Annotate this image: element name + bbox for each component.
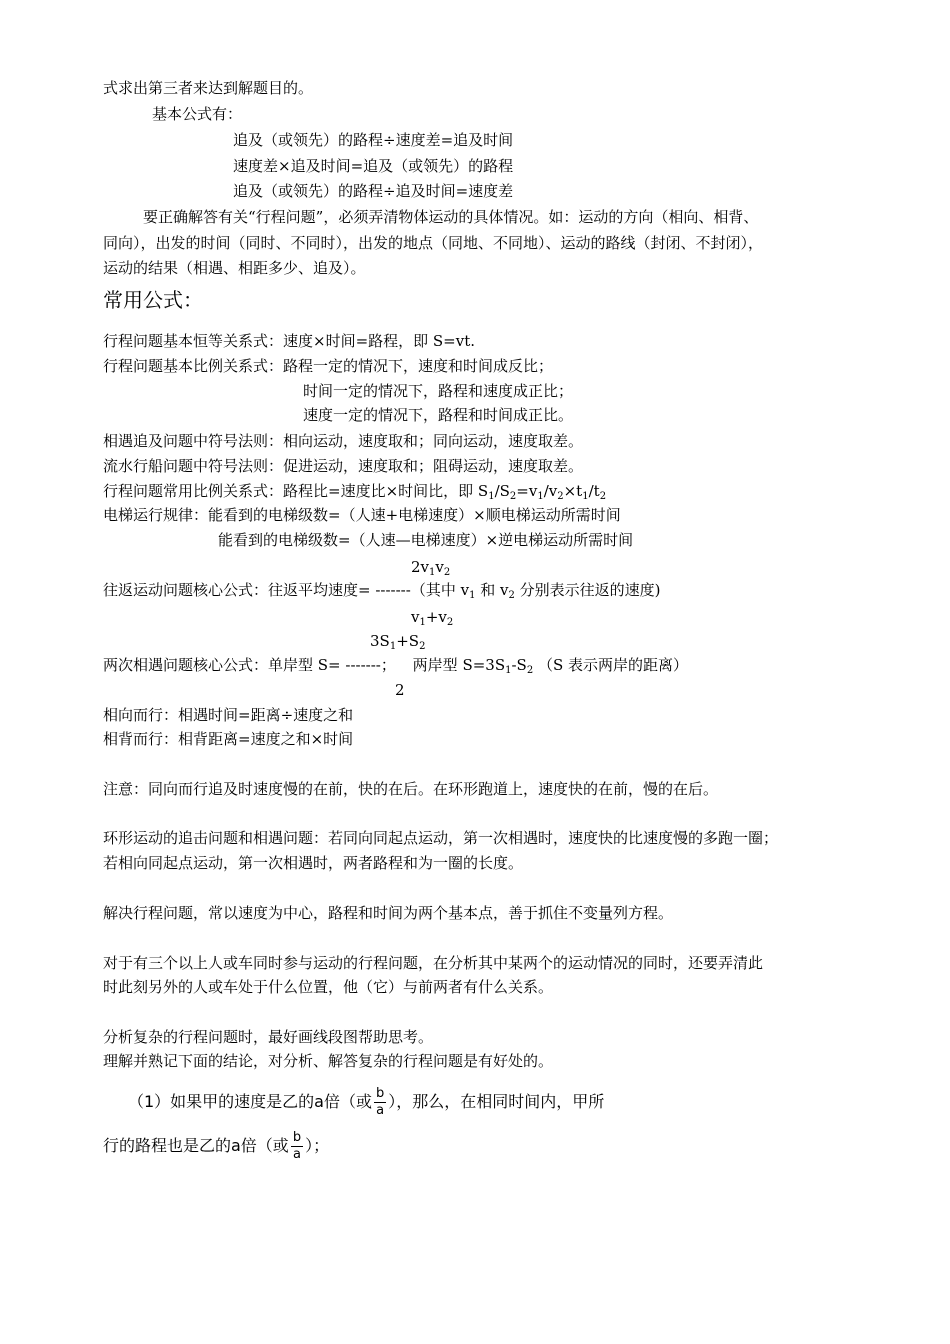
formula-line: 流水行船问题中符号法则：促进运动，速度取和；阻碍运动，速度取差。 [103, 457, 584, 475]
denominator-v1-plus-v2: $v_1+v_2$ [411, 608, 454, 628]
conclusion-line-1 [128, 1086, 604, 1119]
round-trip-tail: 分别表示往返的速度) [519, 581, 661, 599]
text-line: 式求出第三者来达到解题目的。 [103, 79, 314, 97]
note-paragraph: 分析复杂的行程问题时，最好画线段图帮助思考。 [103, 1028, 434, 1046]
formula-line: 相遇追及问题中符号法则：相向运动，速度取和；同向运动，速度取差。 [103, 432, 584, 450]
fraction-numerator: b [292, 1130, 302, 1145]
fraction-b-over-a [374, 1086, 386, 1119]
conclusion-text: 行的路程也是乙的a倍（或 [103, 1136, 289, 1155]
fraction-denominator: a [376, 1103, 385, 1118]
note-paragraph: 对于有三个以上人或车同时参与运动的行程问题，在分析其中某两个的运动情况的同时，还要弄清此 [103, 954, 764, 972]
conclusion-line-2 [103, 1130, 329, 1163]
section-heading: 常用公式： [103, 288, 203, 312]
two-bank-label: 两岸型 [412, 656, 458, 674]
round-trip-formula-line: 往返运动问题核心公式：往返平均速度= -------（其中 $v_1$ 和 $v_2$ 分别表示往返的速度) [103, 581, 661, 601]
note-paragraph: 注意：同向而行追及时速度慢的在前，快的在后。在环形跑道上，速度快的在前，慢的在后。 [103, 780, 719, 798]
formula-line: 能看到的电梯级数=（人速—电梯速度）×逆电梯运动所需时间 [218, 531, 634, 549]
formula-line: 行程问题基本比例关系式：路程一定的情况下，速度和时间成反比； [103, 357, 554, 375]
two-bank-tail: （S 表示两岸的距离） [538, 656, 689, 674]
note-paragraph: 解决行程问题，常以速度为中心，路程和时间为两个基本点，善于抓住不变量列方程。 [103, 904, 674, 922]
formula-line: 追及（或领先）的路程÷追及时间=速度差 [233, 182, 514, 200]
formula-line: 速度差×追及时间=追及（或领先）的路程 [233, 157, 514, 175]
denominator-2: 2 [395, 681, 405, 699]
ratio-formula-line: 行程问题常用比例关系式：路程比=速度比×时间比，即 $S_1/S_2=v_1/v_2\times t_1/t_2$ [103, 482, 607, 502]
note-paragraph: 环形运动的追击问题和相遇问题：若同向同起点运动，第一次相遇时，速度快的比速度慢的多跑一圈； [103, 829, 779, 847]
paragraph-line: 运动的结果（相遇、相距多少、追及）。 [103, 259, 366, 277]
ratio-formula-text: 行程问题常用比例关系式：路程比=速度比×时间比，即 [103, 482, 474, 500]
fraction-denominator: a [292, 1147, 301, 1162]
formula-line: 相背而行：相背距离=速度之和×时间 [103, 730, 354, 748]
note-paragraph: 时此刻另外的人或车处于什么位置，他（它）与前两者有什么关系。 [103, 978, 554, 996]
text-line: 基本公式有： [152, 105, 243, 123]
fraction-b-over-a [291, 1130, 303, 1163]
fraction-numerator: b [376, 1086, 385, 1101]
numerator-2v1v2: $2v_1v_2$ [411, 558, 451, 578]
single-bank-text: 两次相遇问题核心公式：单岸型 S= -------； [103, 656, 396, 674]
conclusion-text: ），那么，在相同时间内，甲所 [388, 1092, 605, 1111]
note-paragraph: 若相向同起点运动，第一次相遇时，两者路程和为一圈的长度。 [103, 854, 524, 872]
formula-line: 速度一定的情况下，路程和时间成正比。 [303, 406, 574, 424]
and-text: 和 [480, 581, 496, 599]
paragraph-line: 同向），出发的时间（同时、不同时），出发的地点（同地、不同地）、运动的路线（封闭、不封闭）， [103, 234, 764, 252]
round-trip-text: 往返运动问题核心公式：往返平均速度= -------（其中 [103, 581, 456, 599]
two-meetings-formula-line: 两次相遇问题核心公式：单岸型 S= -------； 两岸型 $S=3S_1-S_2$ （S 表示两岸的距离） [103, 656, 689, 676]
formula-line: 行程问题基本恒等关系式：速度×时间=路程，即 S=vt. [103, 332, 476, 350]
formula-line: 追及（或领先）的路程÷速度差=追及时间 [233, 131, 514, 149]
formula-line: 相向而行：相遇时间=距离÷速度之和 [103, 706, 354, 724]
conclusion-text: （1）如果甲的速度是乙的a倍（或 [128, 1092, 372, 1111]
paragraph-line: 要正确解答有关“行程问题”，必须弄清物体运动的具体情况。如：运动的方向（相向、相背、 [143, 208, 759, 226]
conclusion-text: ）； [305, 1136, 330, 1155]
numerator-3s1-plus-s2: $3S_1+S_2$ [370, 632, 426, 652]
formula-line: 时间一定的情况下，路程和速度成正比； [303, 382, 574, 400]
formula-line: 电梯运行规律：能看到的电梯级数=（人速+电梯速度）×顺电梯运动所需时间 [103, 506, 621, 524]
note-paragraph: 理解并熟记下面的结论，对分析、解答复杂的行程问题是有好处的。 [103, 1052, 554, 1070]
